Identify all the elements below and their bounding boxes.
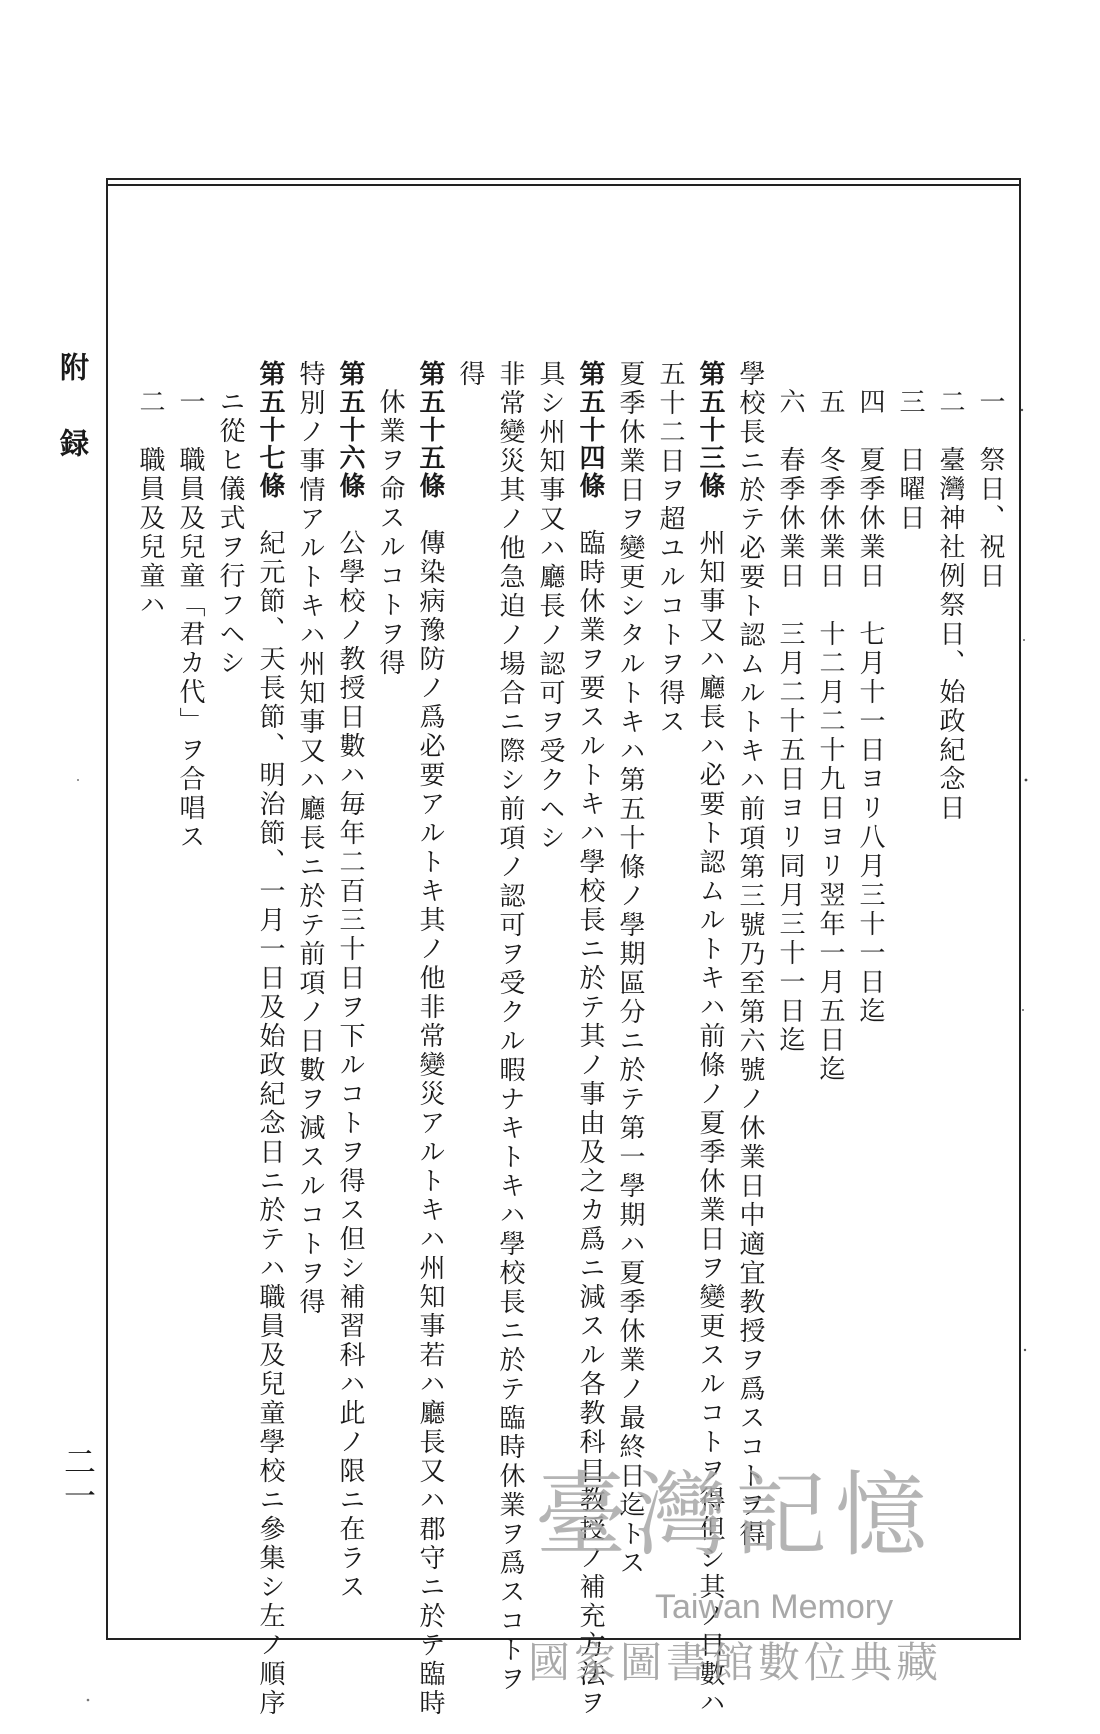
- watermark-english: Taiwan Memory: [655, 1588, 894, 1626]
- article-57: 第五十七條 紀元節、天長節、明治節、一月一日及始政紀念日ニ於テハ職員及兒童學校ニ參集シ左ノ順序: [255, 360, 285, 1718]
- text-line: 六 春季休業日 三月二十五日ヨリ同月三十一日迄: [775, 388, 805, 1055]
- text-line: 五 冬季休業日 十二月二十九日ヨリ翌年一月五日迄: [815, 388, 845, 1084]
- text-line: 五十二日ヲ超ユルコトヲ得ス: [655, 360, 685, 737]
- text-line: ニ從ヒ儀式ヲ行フヘシ: [215, 388, 245, 678]
- text-line: 三 日曜日: [895, 388, 925, 533]
- article-heading: 第五十七條: [255, 360, 285, 500]
- text-line: 得: [455, 360, 485, 389]
- article-56: 第五十六條 公學校ノ教授日數ハ毎年二百三十日ヲ下ルコトヲ得ス但シ補習科ハ此ノ限ニ在ラス: [335, 360, 365, 1602]
- text-line: 一 祭日、祝日: [975, 388, 1005, 591]
- article-55: 第五十五條 傳染病豫防ノ爲必要アルトキ其ノ他非常變災アルトキハ州知事若ハ廳長又ハ郡守ニ於テ臨時: [415, 360, 445, 1718]
- article-heading: 第五十五條: [415, 360, 445, 500]
- frame-double-rule: [106, 184, 1021, 186]
- text-line: 具シ州知事又ハ廳長ノ認可ヲ受クヘシ: [535, 360, 565, 853]
- text-line: 二 職員及兒童ハ: [135, 388, 165, 620]
- appendix-label-char-1: 附: [56, 352, 90, 381]
- text-line: 二 臺灣神社例祭日、始政紀念日: [935, 388, 965, 823]
- article-54: 第五十四條 臨時休業ヲ要スルトキハ學校長ニ於テ其ノ事由及之カ爲ニ減スル各教科目教授ノ補充方法ヲ: [575, 360, 605, 1718]
- article-heading: 第五十三條: [695, 360, 725, 500]
- page-number: 二一: [59, 1445, 97, 1513]
- watermark-chinese: 國家圖書館數位典藏: [527, 1638, 942, 1687]
- text-line: 特別ノ事情アルトキハ州知事又ハ廳長ニ於テ前項ノ日數ヲ減スルコトヲ得: [295, 360, 325, 1317]
- text-line: 非常變災其ノ他急迫ノ場合ニ際シ前項ノ認可ヲ受クル暇ナキトキハ學校長ニ於テ臨時休業ヲ爲スコトヲ: [495, 360, 525, 1694]
- article-heading: 第五十四條: [575, 360, 605, 500]
- text-line: 休業ヲ命スルコトヲ得: [375, 388, 405, 678]
- article-53: 第五十三條 州知事又ハ廳長ハ必要ト認ムルトキハ前條ノ夏季休業日ヲ變更スルコトヲ得但シ其ノ日數ハ: [695, 360, 725, 1718]
- watermark-logo-text: 臺灣記憶: [534, 1462, 935, 1569]
- text-line: 夏季休業日ヲ變更シタルトキハ第五十條ノ學期區分ニ於テ第一學期ハ夏季休業ノ最終日迄トス: [615, 360, 645, 1578]
- text-line: 四 夏季休業日 七月十一日ヨリ八月三十一日迄: [855, 388, 885, 1026]
- article-heading: 第五十六條: [335, 360, 365, 500]
- text-line: 一 職員及兒童「君カ代」ヲ合唱ス: [175, 388, 205, 852]
- appendix-label-char-2: 録: [56, 428, 90, 457]
- text-line: 學校長ニ於テ必要ト認ムルトキハ前項第三號乃至第六號ノ休業日中適宜教授ヲ爲スコトヲ得: [735, 360, 765, 1549]
